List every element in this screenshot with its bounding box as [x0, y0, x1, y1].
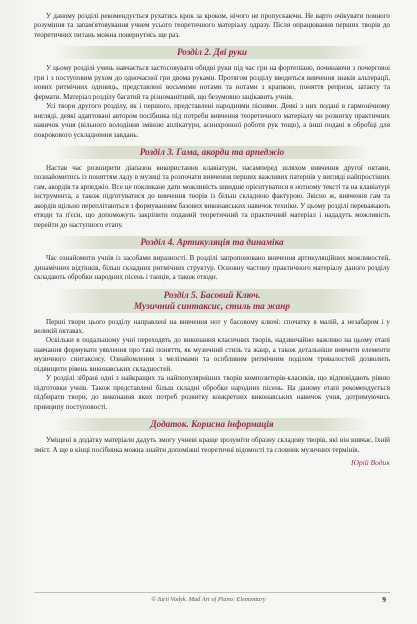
section-4-heading: Розділ 4. Артикуляція та динаміка	[54, 236, 370, 249]
page-footer	[0, 596, 417, 610]
intro-paragraph: У даному розділі рекомендується рухатись крок за кроком, нічого не пропускаючи. Не варто очікувати повного розуміння та запам'ятовування учнем усього теоретичного матеріалу одразу. Після опрацювання перших творів до теоретичних питань можна повернутись ще раз.	[34, 12, 390, 39]
section-5-paragraph-1: Перші твори цього розділу направлені на вивчення нот у басовому ключі: спочатку в малій, а незабаром і у великій октавах.	[34, 317, 390, 335]
section-2-paragraph-2: Усі твори другого розділу, як і першого, представлені народними піснями. Деякі з них подані в гармонічному вигляді, деякі адаптовані автором посібника під потреби вивчення теоретичного матеріалу чи розвитку практичних навичок учня (вільного володіння зміною аплікатури, асинхронної роботи рук тощо), а інші подані в обробці для покрокового ускладнення завдань.	[34, 102, 390, 139]
appendix-heading: Додаток. Корисна інформація	[54, 418, 370, 431]
section-5-paragraph-3: У розділі зібрані одні з найкращих та найпопулярніших творів композиторів-класиків, що відповідають рівню підготовки учнів. Також представлені більш складні обробки народних пісень. На даному етапі рекомендується підбирати твори, до виконання яких потреб розвитку конкретних виконавських навичок учня, дотримуючись принципу поступовості.	[34, 374, 390, 411]
footer-divider	[34, 592, 390, 593]
section-4-paragraph-1: Час ознайомити учнів із засобами виразності. В розділі запропоновано вивчення артикуляційних можливостей, динамічних відтінків, більш складних ритмічних структур. Основну частину практичного матеріалу даного розділу складають обробки народних пісень і танців, а також етюди.	[34, 254, 390, 282]
section-5-paragraph-2: Оскільки в подальшому учні переходять до виконання класичних творів, надзвичайно важливо на цьому етапі навчання формувати уявлення про такі поняття, як музичний стиль та жанр, а також детальніше вивчити елементи музичного синтаксису. Ознайомлення з мелізмами та особливим ритмічним поділом тривалостей дозволить підвищити рівень виконавських складностей.	[34, 336, 390, 373]
appendix-paragraph-1: Уміщені в додатку матеріали дадуть змогу учневі краще зрозуміти образну складову творів, які він вивчає, їхній зміст. А ще в кінці посібника можна знайти допоміжні теоретичні відомості та словник музичних термінів.	[34, 436, 390, 454]
section-3-paragraph-1: Настав час розширити діапазон використання клавіатури, насамперед шляхом вивчення другої октави, познайомитись із поняттям ладу в музиці та розпочати вивчення перших важливих патернів у вигляді найпростіших гам, акордів та арпеджіо. Все це покликане дати можливість швидше орієнтуватися в нотному тексті та на клавіатурі інструмента, а також підготуватися до вивчення творів із більш складною фактурою. Звісно ж, вивчення гам та акордів щільно переплітаються з формуванням базових виконавських навичок техніки. У цьому розділі переважають етюди та п'єси, що допоможуть закріпити поданий теоретичний та практичний матеріал і нададуть можливість перейти до наступного етапу.	[34, 163, 390, 229]
section-5-heading-line-1: Розділ 5. Басовий Ключ.	[163, 289, 261, 300]
section-5-heading	[54, 289, 370, 313]
page-content	[34, 12, 390, 468]
section-2-paragraph-1: У цьому розділі учень навчається застосовувати обидві руки під час гри на фортепіано, починаючи з почерговоі гри і з поступовим рухом до одночасної гри двома руками. Протягом розділу вводиться вивчення знаків альтерації, нових ритмічних одиниць, представлені восьмими нотами та нотами з крапкою, поняття репризи, затакту та фермати. Матеріал розділу багатий та різноманітний, що безумовно зацікавить учнів.	[34, 64, 390, 101]
page-number: 9	[382, 595, 386, 604]
footer-copyright: © Iurii Vodyk. Mad Art of Piano: Elementary	[151, 596, 266, 603]
section-5-heading-line-2: Музичний синтаксис, стиль та жанр	[134, 300, 290, 311]
section-3-heading: Розділ 3. Гама, акорди та арпеджіо	[54, 146, 370, 159]
section-2-heading: Розділ 2. Дві руки	[54, 46, 370, 59]
author-signature: Юрій Водик	[351, 457, 390, 467]
